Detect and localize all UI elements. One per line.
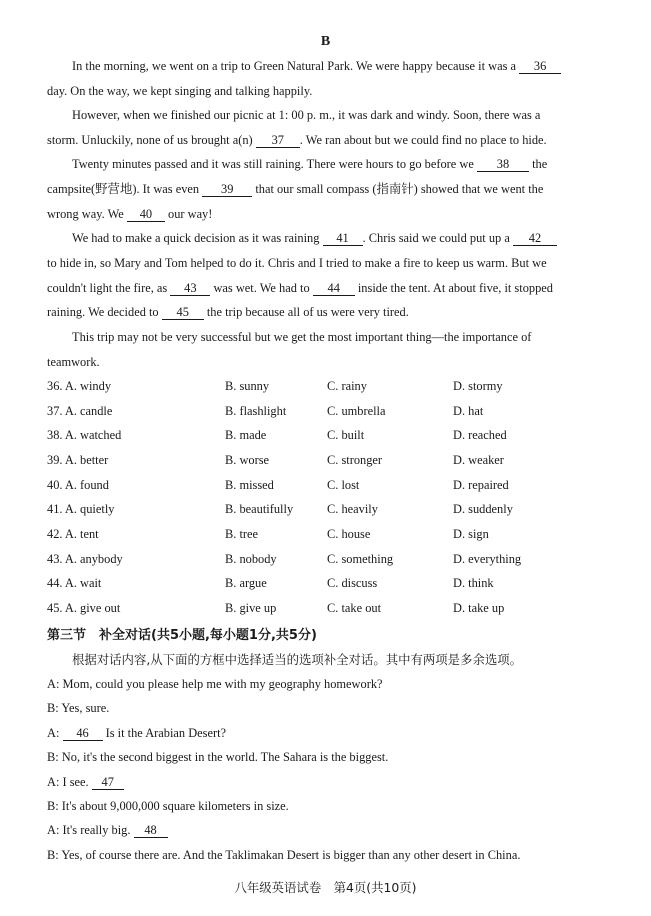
passage-line: day. On the way, we kept singing and talking happily. [47,84,313,98]
dialogue-text: A: I see. [47,775,89,789]
option-b: B. tree [225,527,259,541]
dialogue-line: B: It's about 9,000,000 square kilometers in size. [47,799,289,813]
blank-45: 45 [162,305,204,320]
option-c: C. rainy [327,379,367,393]
dialogue-line [47,774,124,790]
dialogue-line: B: No, it's the second biggest in the world. The Sahara is the biggest. [47,750,389,764]
passage-line [72,230,557,246]
option-row [47,404,607,420]
passage-line: However, when we finished our picnic at 1: 00 p. m., it was dark and windy. Soon, there was a [72,108,541,122]
option-d: D. think [453,576,494,590]
option-b: B. flashlight [225,404,287,418]
blank-38: 38 [477,157,529,172]
option-row [47,527,607,543]
passage-text: couldn't light the fire, as [47,281,168,295]
dialogue-line: B: Yes, sure. [47,701,110,715]
passage-text: Twenty minutes passed and it was still raining. There were hours to go before we [72,157,474,171]
option-a: 40. A. found [47,478,109,492]
passage-text: In the morning, we went on a trip to Green Natural Park. We were happy because it was a [72,59,516,73]
blank-39: 39 [202,182,252,197]
passage-text: raining. We decided to [47,305,159,319]
option-a: 45. A. give out [47,601,121,615]
option-c: C. lost [327,478,360,492]
option-b: B. missed [225,478,274,492]
option-d: D. hat [453,404,484,418]
blank-46: 46 [63,726,103,741]
section3-title: 第三节 补全对话(共5小题,每小题1分,共5分) [47,628,317,643]
option-row [47,453,607,469]
dialogue-line: B: Yes, of course there are. And the Taklimakan Desert is bigger than any other desert in China. [47,848,521,862]
option-row [47,576,607,592]
passage-text: We had to make a quick decision as it was raining [72,231,320,245]
option-row [47,379,607,395]
passage-line [72,156,547,172]
option-d: D. weaker [453,453,504,467]
option-c: C. built [327,428,365,442]
page-footer: 八年级英语试卷 第4页(共10页) [234,880,417,895]
blank-37: 37 [256,133,300,148]
passage-line: This trip may not be very successful but we get the most important thing—the importance of [72,330,532,344]
passage-line [47,206,212,222]
passage-line [47,181,543,197]
option-c: C. house [327,527,371,541]
passage-text: . We ran about but we could find no place to hide. [299,133,547,147]
passage-text: wrong way. We [47,207,124,221]
option-b: B. made [225,428,267,442]
option-row [47,502,607,518]
option-a: 39. A. better [47,453,109,467]
passage-text: . Chris said we could put up a [362,231,510,245]
option-b: B. nobody [225,552,277,566]
blank-48: 48 [134,823,168,838]
dialogue-text: A: It's really big. [47,823,131,837]
dialogue-line [47,725,226,741]
passage-line [47,280,553,296]
blank-42: 42 [513,231,557,246]
blank-43: 43 [170,281,210,296]
option-a: 36. A. windy [47,379,112,393]
passage-text: campsite(野营地). It was even [47,182,200,196]
passage-text: our way! [168,207,213,221]
option-c: C. heavily [327,502,378,516]
blank-44: 44 [313,281,355,296]
section3-instruction: 根据对话内容,从下面的方框中选择适当的选项补全对话。其中有两项是多余选项。 [72,652,523,667]
option-d: D. everything [453,552,522,566]
passage-text: inside the tent. At about five, it stopped [357,281,553,295]
dialogue-line [47,822,168,838]
option-b: B. sunny [225,379,270,393]
dialogue-text: Is it the Arabian Desert? [105,726,227,740]
passage-line [47,304,409,320]
option-row [47,552,607,568]
option-d: D. sign [453,527,489,541]
option-b: B. give up [225,601,277,615]
passage-line [72,58,561,74]
option-a: 41. A. quietly [47,502,115,516]
passage-line: teamwork. [47,355,100,369]
option-c: C. stronger [327,453,383,467]
option-a: 44. A. wait [47,576,102,590]
blank-41: 41 [323,231,363,246]
passage-line: to hide in, so Mary and Tom helped to do it. Chris and I tried to make a fire to keep us warm. But we [47,256,547,270]
blank-40: 40 [127,207,165,222]
option-d: D. suddenly [453,502,513,516]
dialogue-text: A: [47,726,60,740]
option-b: B. beautifully [225,502,294,516]
option-a: 37. A. candle [47,404,113,418]
passage-text: storm. Unluckily, none of us brought a(n) [47,133,253,147]
passage-text: that our small compass (指南针) showed that we went the [255,182,544,196]
option-d: D. take up [453,601,505,615]
option-c: C. discuss [327,576,378,590]
option-c: C. take out [327,601,382,615]
option-row [47,478,607,494]
option-c: C. something [327,552,394,566]
option-d: D. stormy [453,379,503,393]
passage-text: was wet. We had to [213,281,310,295]
passage-line [47,132,547,148]
dialogue-line: A: Mom, could you please help me with my geography homework? [47,677,383,691]
option-b: B. worse [225,453,270,467]
option-d: D. reached [453,428,507,442]
blank-47: 47 [92,775,124,790]
option-row [47,428,607,444]
option-d: D. repaired [453,478,509,492]
blank-36: 36 [519,59,561,74]
option-c: C. umbrella [327,404,386,418]
option-row [47,601,607,617]
passage-text: the [532,157,548,171]
option-a: 38. A. watched [47,428,122,442]
option-b: B. argue [225,576,267,590]
option-a: 43. A. anybody [47,552,123,566]
option-a: 42. A. tent [47,527,99,541]
passage-text: the trip because all of us were very tired. [206,305,409,319]
section-title: B [320,34,331,49]
